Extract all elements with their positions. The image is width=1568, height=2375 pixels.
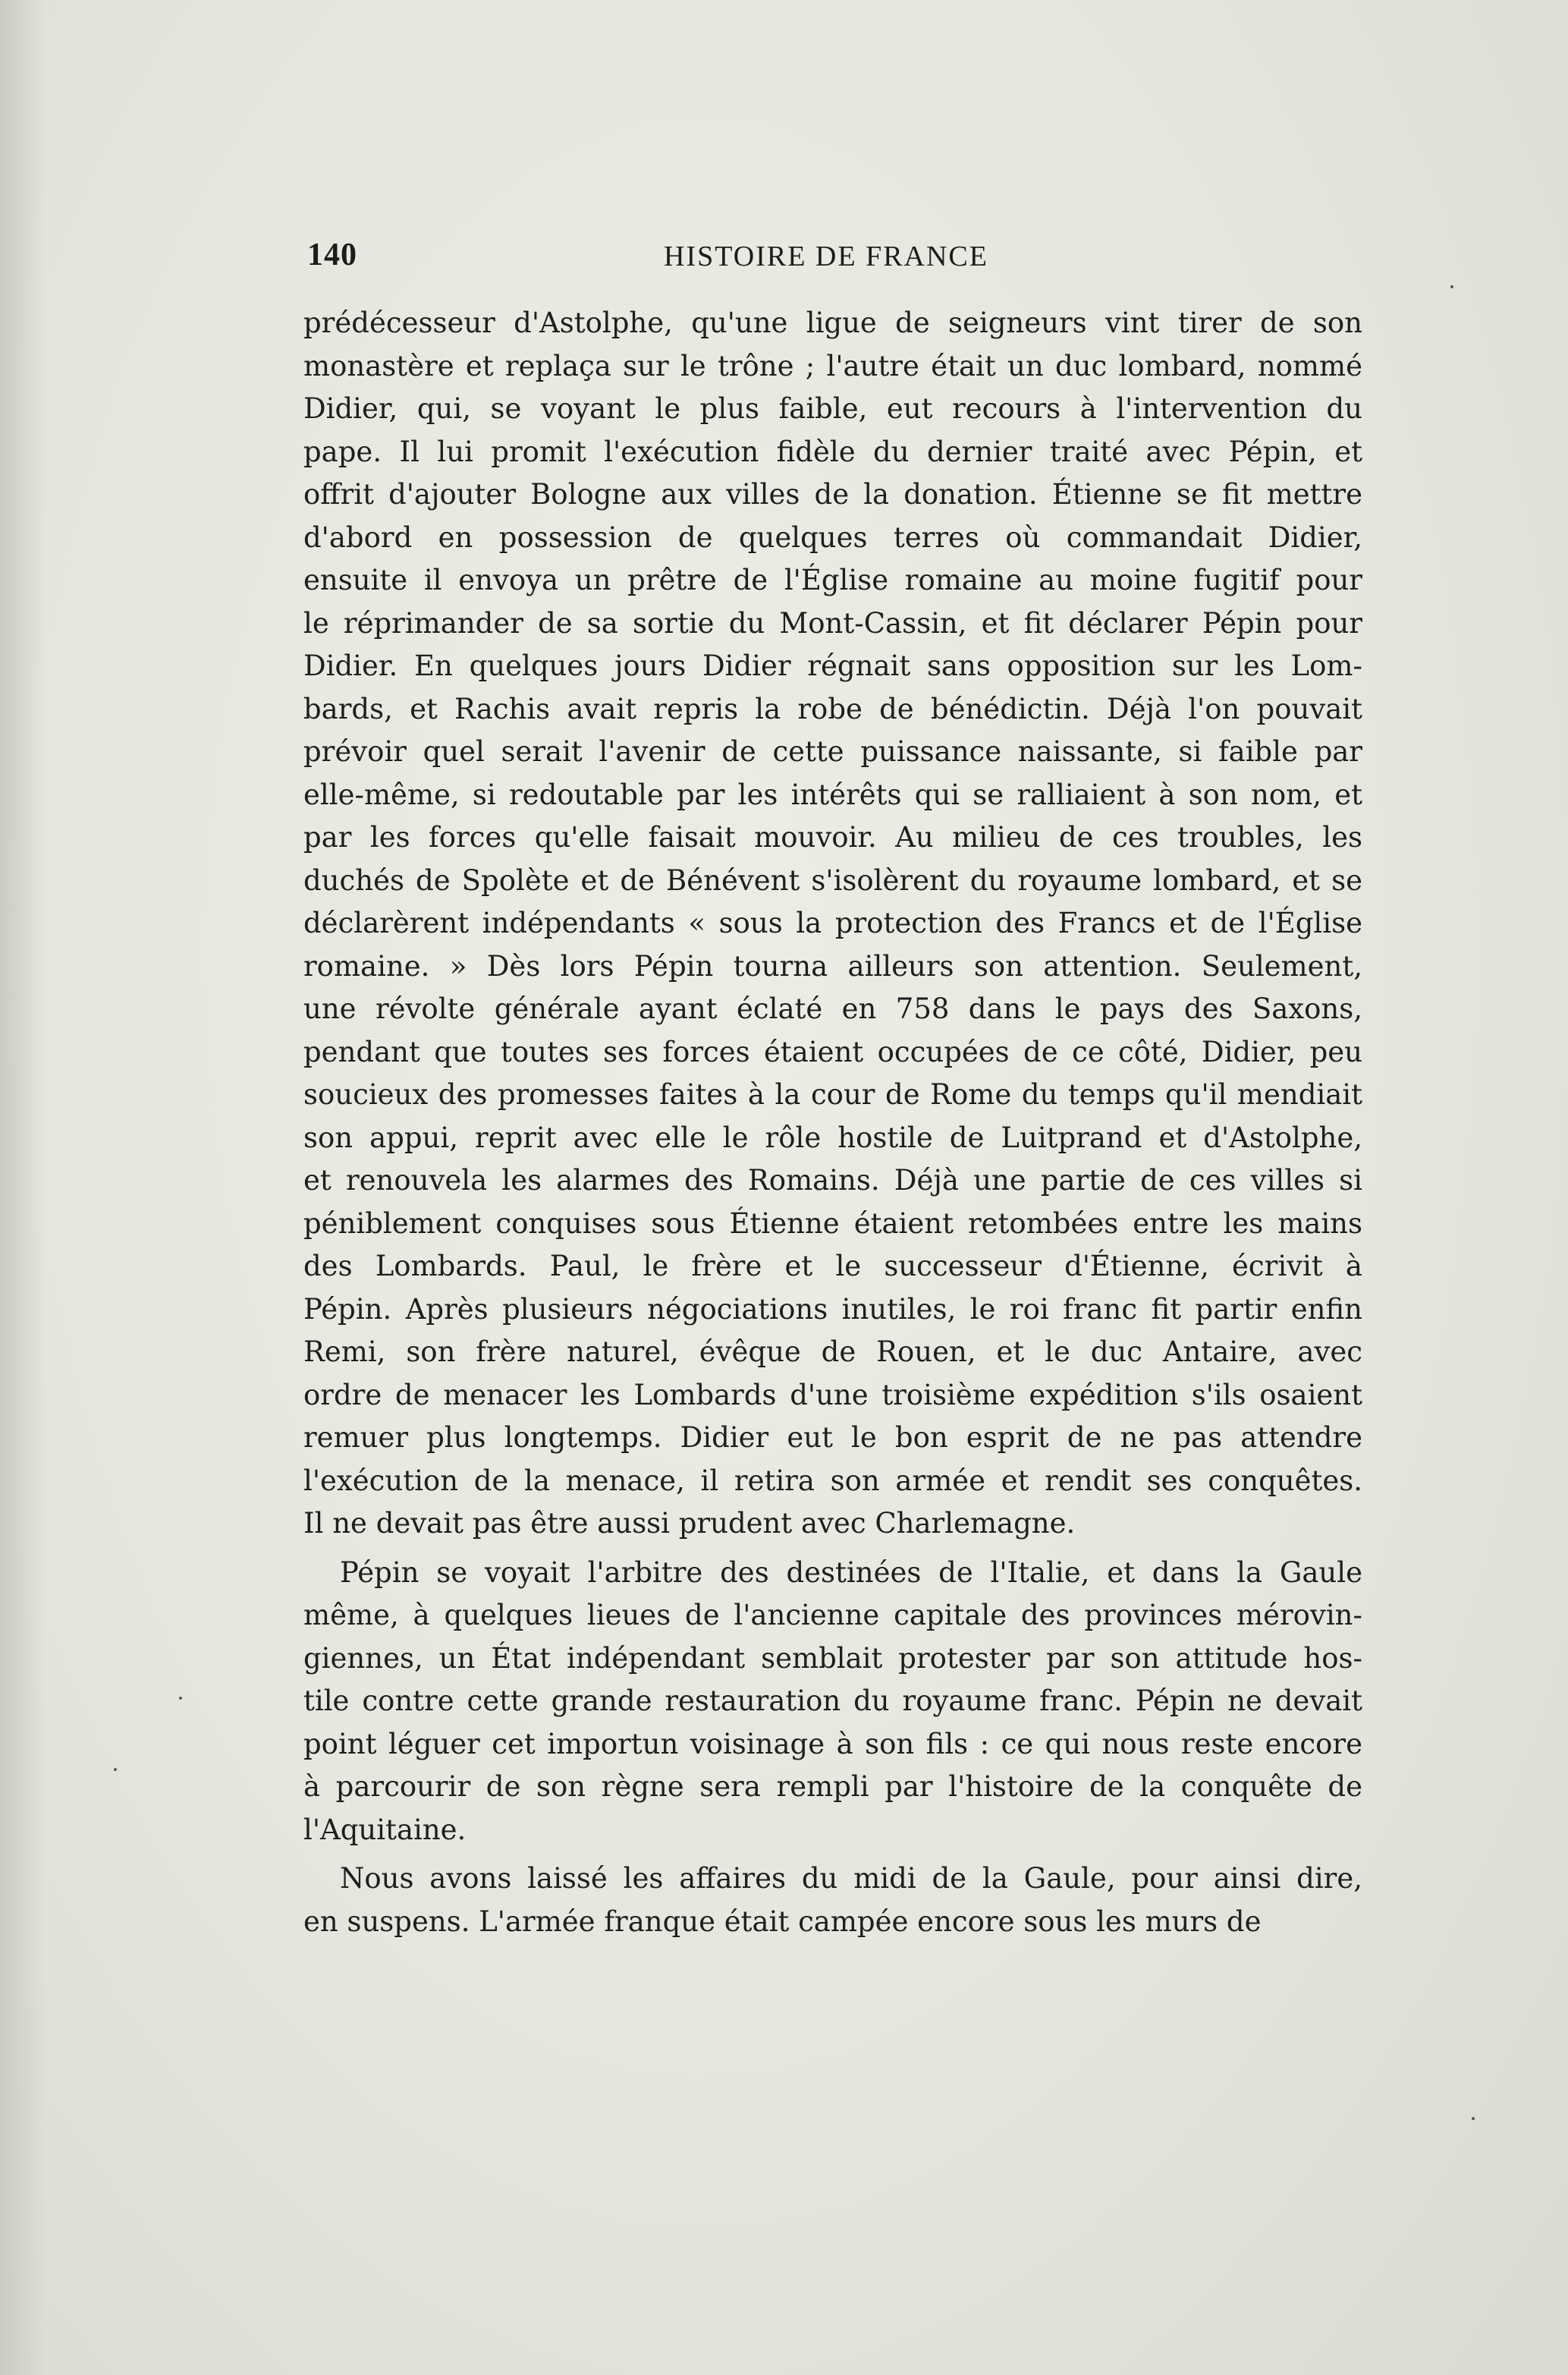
text-line: prédécesseur d'Astolphe, qu'une ligue de seigneurs vint tirer de son [303, 307, 1362, 339]
text-line: ensuite il envoya un prêtre de l'Église romaine au moine fugitif pour [303, 564, 1362, 596]
text-line: à parcourir de son règne sera rempli par l'histoire de la conquête de [303, 1770, 1362, 1803]
text-line: Didier, qui, se voyant le plus faible, eut recours à l'intervention du [303, 392, 1362, 425]
text-line: par les forces qu'elle faisait mouvoir. Au milieu de ces troubles, les [303, 821, 1362, 854]
body-text [303, 302, 1362, 1943]
page-shadow-edge [0, 0, 46, 2375]
text-line: l'Aquitaine. [303, 1813, 467, 1846]
text-line: soucieux des promesses faites à la cour de Rome du temps qu'il mendiait [303, 1078, 1362, 1111]
text-line: son appui, reprit avec elle le rôle hostile de Luitprand et d'Astolphe, [303, 1121, 1362, 1154]
text-line: monastère et replaça sur le trône ; l'autre était un duc lombard, nommé [303, 349, 1362, 382]
text-line: prévoir quel serait l'avenir de cette puissance naissante, si faible par [303, 735, 1362, 768]
text-line: Nous avons laissé les affaires du midi de la Gaule, pour ainsi dire, [340, 1862, 1362, 1895]
text-line: Didier. En quelques jours Didier régnait sans opposition sur les Lom- [303, 650, 1362, 682]
text-line: péniblement conquises sous Étienne étaient retombées entre les mains [303, 1206, 1362, 1240]
text-line: même, à quelques lieues de l'ancienne capitale des provinces mérovin- [303, 1599, 1362, 1631]
text-line: duchés de Spolète et de Bénévent s'isolèrent du royaume lombard, et se [303, 863, 1362, 897]
text-line: tile contre cette grande restauration du royaume franc. Pépin ne devait [303, 1685, 1362, 1717]
text-line: en suspens. L'armée franque était campée encore sous les murs de [303, 1905, 1262, 1938]
page-number: 140 [307, 238, 357, 272]
paragraph [303, 1552, 1362, 1852]
text-line: elle-même, si redoutable par les intérêts qui se ralliaient à son nom, et [303, 778, 1362, 811]
paper-speck [114, 1768, 117, 1771]
text-line: remuer plus longtemps. Didier eut le bon esprit de ne pas attendre [303, 1421, 1362, 1454]
running-head: HISTOIRE DE FRANCE [664, 241, 988, 272]
paragraph [303, 1858, 1362, 1943]
text-line: offrit d'ajouter Bologne aux villes de la donation. Étienne se fit mettre [303, 478, 1362, 511]
page-header [307, 237, 1365, 275]
text-line: pape. Il lui promit l'exécution fidèle du dernier traité avec Pépin, et [303, 435, 1362, 468]
text-line: Pépin. Après plusieurs négociations inutiles, le roi franc fit partir enfin [303, 1292, 1362, 1326]
text-line: pendant que toutes ses forces étaient occupées de ce côté, Didier, peu [303, 1035, 1362, 1068]
text-line: ordre de menacer les Lombards d'une troisième expédition s'ils osaient [303, 1378, 1362, 1411]
paragraph-gap [303, 1851, 1362, 1858]
text-line: une révolte générale ayant éclaté en 758 dans le pays des Saxons, [303, 992, 1362, 1025]
paragraph [303, 302, 1362, 1546]
text-line: des Lombards. Paul, le frère et le successeur d'Étienne, écrivit à [303, 1250, 1362, 1282]
paper-speck [179, 1697, 182, 1700]
text-line: l'exécution de la menace, il retira son armée et rendit ses conquêtes. [303, 1464, 1362, 1497]
text-line: romaine. » Dès lors Pépin tourna ailleurs son attention. Seulement, [303, 949, 1362, 983]
text-line: giennes, un État indépendant semblait protester par son attitude hos- [303, 1641, 1362, 1675]
text-line: déclarèrent indépendants « sous la protection des Francs et de l'Église [303, 907, 1362, 939]
paper-speck [1450, 285, 1453, 288]
text-line: point léguer cet importun voisinage à son fils : ce qui nous reste encore [303, 1727, 1362, 1760]
text-line: Pépin se voyait l'arbitre des destinées de l'Italie, et dans la Gaule [340, 1556, 1362, 1589]
paper-speck [1472, 2117, 1475, 2120]
text-line: et renouvela les alarmes des Romains. Déjà une partie de ces villes si [303, 1164, 1362, 1197]
paragraph-gap [303, 1546, 1362, 1552]
text-line: le réprimander de sa sortie du Mont-Cassin, et fit déclarer Pépin pour [303, 606, 1362, 640]
text-line: Il ne devait pas être aussi prudent avec Charlemagne. [303, 1507, 1076, 1540]
text-line: bards, et Rachis avait repris la robe de bénédictin. Déjà l'on pouvait [303, 692, 1362, 725]
text-line: Remi, son frère naturel, évêque de Rouen, et le duc Antaire, avec [303, 1335, 1362, 1368]
text-line: d'abord en possession de quelques terres où commandait Didier, [303, 521, 1362, 554]
